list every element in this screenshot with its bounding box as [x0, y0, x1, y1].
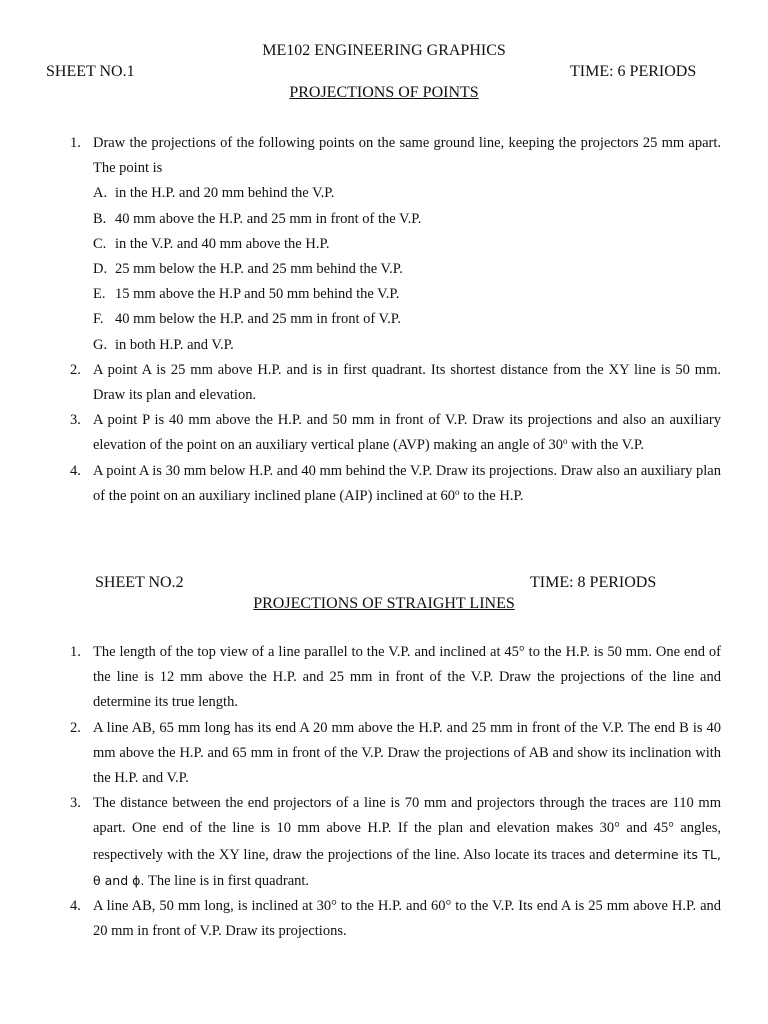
sheet-2-question-list	[0, 640, 768, 944]
question-text-part: A point P is 40 mm above the H.P. and 50 mm in front of V.P. Draw its projections and also an auxiliary elevation of the point on an auxiliary vertical plane (AVP) making an angle of 30	[93, 412, 721, 454]
sub-item-text: 40 mm below the H.P. and 25 mm in front of V.P.	[115, 311, 401, 328]
sub-item-letter: A.	[93, 185, 108, 202]
sub-item-letter: G.	[93, 336, 108, 353]
question-number: 3.	[70, 412, 81, 429]
sub-item-text: 15 mm above the H.P and 50 mm behind the V.P.	[115, 286, 400, 303]
course-title: ME102 ENGINEERING GRAPHICS	[262, 42, 506, 59]
sheet-1-title: PROJECTIONS OF POINTS	[289, 84, 479, 101]
question-text-part: The line is in first quadrant.	[144, 872, 310, 889]
sub-item	[93, 307, 721, 332]
question-text	[93, 459, 721, 509]
sheet-2-number: SHEET NO.2	[95, 574, 184, 591]
sheet-2-time: TIME: 8 PERIODS	[530, 574, 657, 591]
sub-item	[93, 232, 721, 257]
sub-item	[93, 333, 721, 358]
sub-item-letter: F.	[93, 311, 104, 328]
sub-item-text: 40 mm above the H.P. and 25 mm in front of the V.P.	[115, 210, 422, 227]
sheet-2-header	[0, 574, 768, 596]
degree-superscript: o	[563, 436, 568, 447]
question-number: 1.	[70, 644, 81, 660]
question-text-part: The distance between the end projectors of a line is 70 mm and projectors through the traces are 110 mm apart. One end of the line is 10 mm above H.P. If the plan and elevation makes 30° and 45° angles, respectively with the XY line, draw the projections of the line. Also locate its traces and	[93, 795, 721, 863]
sheet-1-question-4	[0, 459, 768, 509]
question-text-part: A point A is 30 mm below H.P. and 40 mm behind the V.P. Draw its projections. Draw also an auxiliary plan of the point on an auxiliary inclined plane (AIP) inclined at 60	[93, 462, 721, 504]
sheet-1-question-list	[0, 131, 768, 509]
question-text-part: to the H.P.	[459, 487, 524, 504]
sub-item-text: in the V.P. and 40 mm above the H.P.	[115, 235, 330, 252]
question-text-part: determine its TL, θ and ϕ.	[93, 846, 721, 888]
question-number: 3.	[70, 795, 81, 812]
sub-item	[93, 207, 721, 232]
sheet-1-header	[0, 63, 768, 85]
sub-item	[93, 181, 721, 206]
question-number: 1.	[70, 135, 81, 151]
question-text	[93, 408, 721, 458]
sheet-1-time: TIME: 6 PERIODS	[570, 63, 697, 80]
question-text: A line AB, 65 mm long has its end A 20 mm above the H.P. and 25 mm in front of the V.P. The end B is 40 mm above the H.P. and 65 mm in front of the V.P. Draw the projections of AB and show its inclination with the H.P. and V.P.	[93, 719, 721, 787]
sheet-2-question-1	[0, 640, 768, 716]
sub-item-text: in both H.P. and V.P.	[115, 336, 234, 353]
sub-item-letter: C.	[93, 235, 107, 252]
sub-item	[93, 257, 721, 282]
question-text: The length of the top view of a line parallel to the V.P. and inclined at 45° to the H.P. is 50 mm. One end of the line is 12 mm above the H.P. and 25 mm in front of the V.P. Draw the projections of the line and determine its true length.	[93, 644, 721, 711]
question-number: 4.	[70, 462, 81, 479]
sub-item-letter: E.	[93, 286, 106, 303]
sheet-1-question-1	[0, 131, 768, 358]
sheet-1-question-3	[0, 408, 768, 458]
sub-item-letter: B.	[93, 210, 107, 227]
question-text: Draw the projections of the following points on the same ground line, keeping the projectors 25 mm apart. The point is	[93, 135, 721, 177]
sheet-2-title: PROJECTIONS OF STRAIGHT LINES	[253, 595, 515, 612]
question-text-part: with the V.P.	[567, 437, 644, 454]
sub-item-text: 25 mm below the H.P. and 25 mm behind the V.P.	[115, 261, 403, 278]
question-number: 2.	[70, 361, 81, 378]
question-text	[93, 791, 721, 894]
sub-item-text: in the H.P. and 20 mm behind the V.P.	[115, 185, 335, 202]
degree-superscript: o	[455, 486, 460, 497]
sheet-2-question-3	[0, 791, 768, 894]
question-text: A point A is 25 mm above H.P. and is in first quadrant. Its shortest distance from the XY line is 50 mm. Draw its plan and elevation.	[93, 361, 721, 404]
question-number: 2.	[70, 719, 81, 736]
sheet-2-question-2	[0, 716, 768, 792]
question-number: 4.	[70, 898, 81, 915]
sub-item-list	[93, 181, 721, 357]
sheet-1-question-2	[0, 358, 768, 408]
question-text: A line AB, 50 mm long, is inclined at 30° to the H.P. and 60° to the V.P. Its end A is 25 mm above H.P. and 20 mm in front of V.P. Draw its projections.	[93, 898, 721, 940]
sheet-1-number: SHEET NO.1	[46, 63, 135, 80]
sub-item-letter: D.	[93, 261, 108, 278]
sheet-2-question-4	[0, 894, 768, 944]
sub-item	[93, 282, 721, 307]
